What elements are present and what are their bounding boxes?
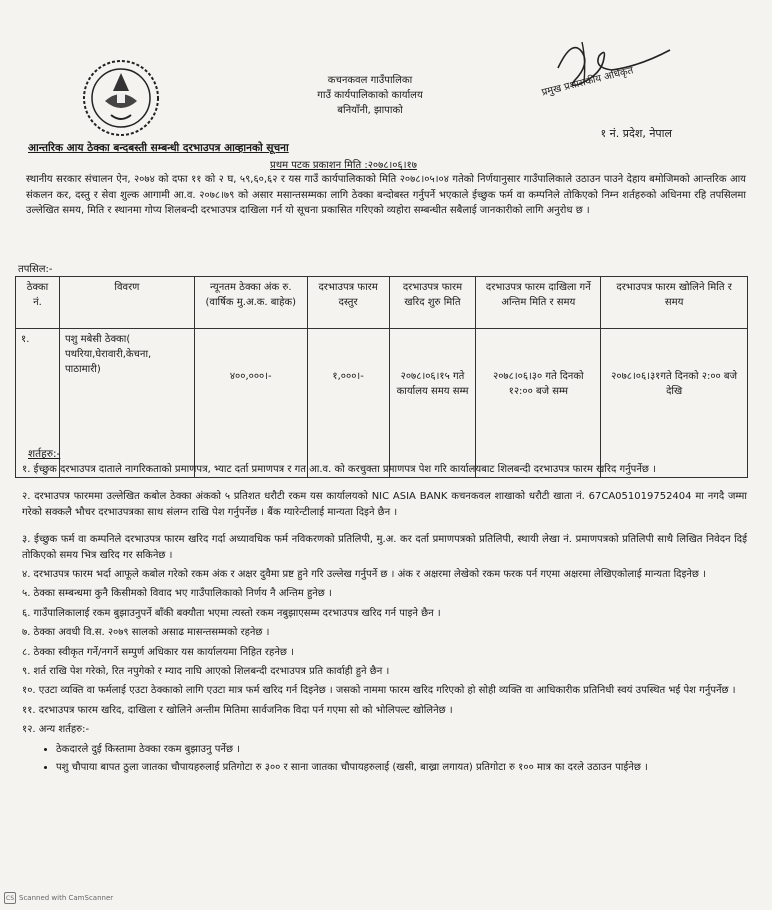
province-label: १ नं. प्रदेश, नेपाल	[600, 127, 672, 140]
table-row	[16, 329, 748, 478]
condition-item: ३. ईच्छुक फर्म वा कम्पनिले दरभाउपत्र फारम खरिद गर्दा अध्यावधिक फर्म नविकरणको प्रतिलिपी, मु.अ. कर दर्ता प्रमाणपत्रको प्रतिलिपी, स्थायी लेखा नं. प्रमाणपत्रको प्रतिलिपी साथै लिखित निवेदन दिई तोकिएको समय भित्र खरिद गर सकिनेछ ।	[22, 534, 747, 561]
col-header-opening: दरभाउपत्र फारम खोलिने मिति र समय	[601, 277, 748, 329]
cell-purchase-start: २०७८।०६।१५ गते कार्यालय समय सम्म	[389, 329, 476, 478]
cell-fee: १,०००।-	[307, 329, 389, 478]
conditions-heading: शर्तहरु:-	[28, 448, 61, 460]
signature-title: प्रमुख प्रशासकीय अधिकृत	[540, 65, 635, 99]
nepal-emblem-icon	[80, 57, 162, 139]
list-item: • ठेकदारले दुई किस्तामा ठेक्का रकम बुझाउनु पर्नेछ ।	[56, 742, 747, 757]
condition-item: ५. ठेक्का सम्बन्धमा कुनै किसीमको विवाद भए गाउँपालिकाको निर्णय नै अन्तिम हुनेछ ।	[22, 588, 332, 600]
other-conditions-list	[22, 742, 747, 776]
publication-date: प्रथम पटक प्रकाशन मिति :२०७८।०६।१७	[270, 160, 417, 171]
office-header	[270, 73, 470, 118]
col-header-purchase-start: दरभाउपत्र फारम खरिद शुरु मिति	[389, 277, 476, 329]
cell-min-amount: ४००,०००।-	[194, 329, 307, 478]
condition-item: ४. दरभाउपत्र फारम भर्दा आफूले कबोल गरेको रकम अंक र अक्षर दुवैमा प्रष्ट हुने गरि उल्लेख गर्नुपर्ने छ । अंक र अक्षरमा लेखेको रकम फरक पर्न गएमा अक्षरमा लेखिएकोलाई मान्यता दिइनेछ ।	[22, 569, 706, 581]
condition-item: ९. शर्त राखि पेश गरेको, रित नपुगेको र म्याद नाघि आएको शिलबन्दी दरभाउपत्र प्रति कार्वाही हुने छैन ।	[22, 666, 390, 678]
condition-item: ११. दरभाउपत्र फारम खरिद, दाखिला र खोलिने अन्तीम मितिमा सार्वजनिक विदा पर्न गएमा सो को भोलिपल्ट खोलिनेछ ।	[22, 704, 453, 716]
office-address: बनियाँनी, झापाको	[337, 105, 403, 116]
cell-submission-deadline: २०७८।०६।३० गते दिनको १२:०० बजे सम्म	[476, 329, 601, 478]
office-name: कचनकवल गाउँपालिका	[327, 75, 413, 86]
cell-no: १.	[16, 329, 60, 478]
tender-table	[15, 276, 748, 478]
notice-intro: स्थानीय सरकार संचालन ऐन, २०७४ को दफा ११ को २ घ, ५९,६०,६२ र यस गाउँ कार्यपालिकाको मिति २०७८।०५।०४ गतेको निर्णयानुसार गाउँपालिकाले उठाउन पाउने देहाय बमोजिमको आन्तरिक आय संकलन कर, दस्तु र सेवा शुल्क आगामी आ.व. २०७८।७९ को असार मसान्तसम्मका लागि ठेक्का बन्दोबस्त गर्नुपर्ने भएकाले ईच्छुक फर्म वा कम्पनिले तोकिएको निम्न शर्तहरुको अधिनमा रहि तपसिलमा उल्लेखित समय, मिति र स्थानमा गोप्य शिलबन्दी दरभाउपत्र दाखिला गर्न यो सूचना प्रकासित गरिएको व्यहोरा सम्बन्धीत सबैलाई जानकारीको लागि अनुरोध छ ।	[26, 174, 746, 217]
col-header-description: विवरण	[59, 277, 194, 329]
scanner-watermark	[4, 892, 113, 904]
list-item: • पशु चौपाया बापत ठुला जातका चौपायहरुलाई प्रतिगोटा रु ३०० र साना जातका चौपायहरुलाई (खसी, बाख्रा लगायत) प्रतिगोटा रु १०० मात्र का दरले उठाउन पाईनेछ ।	[56, 760, 747, 775]
condition-item: १०. एउटा व्यक्ति वा फर्मलाई एउटा ठेक्काको लागि एउटा मात्र फर्म खरिद गर्न दिइनेछ । जसको नाममा फारम खरिद गरिएको हो सोही व्यक्ति वा आधिकारीक प्रतिनिधी स्वयं उपस्थित भई पेश गर्नुपर्नेछ ।	[22, 685, 736, 697]
col-header-fee: दरभाउपत्र फारम दस्तुर	[307, 277, 389, 329]
cell-description: पशु मबेसी ठेक्का( पथरिया,घेरावारी,केचना, पाठामारी)	[59, 329, 194, 478]
table-header-row	[16, 277, 748, 329]
condition-item: २. दरभाउपत्र फारममा उल्लेखित कबोल ठेक्का अंकको ५ प्रतिशत धरौटी रकम यस कार्यालयको NIC ASIA BANK कचनकवल शाखाको धरौटी खाता नं. 67CA051019752404 मा नगदै जम्मा गरेको सक्कलै भौचर दरभाउपत्रका साथ संलग्न राखि पेश गर्नुपर्नेछ । बैंक ग्यारेन्टीलाई मान्यता दिइने छैन ।	[22, 491, 747, 518]
camscanner-icon: CS	[4, 892, 16, 904]
condition-item: ७. ठेक्का अवधी वि.स. २०७९ सालको असाढ मासन्तसम्मको रहनेछ ।	[22, 627, 270, 639]
condition-item: १. ईच्छुक दरभाउपत्र दाताले नागरिकताको प्रमाणपत्र, भ्याट दर्ता प्रमाणपत्र र गत आ.व. को करचुक्ता प्रमाणपत्र पेश गरि कार्यालयबाट शिलबन्दी दरभाउपत्र फारम खरिद गर्नुपर्नेछ ।	[22, 464, 656, 475]
col-header-submission-deadline: दरभाउपत्र फारम दाखिला गर्ने अन्तिम मिति र समय	[476, 277, 601, 329]
scanner-text: Scanned with CamScanner	[19, 894, 114, 902]
cell-opening: २०७८।०६।३१गते दिनको २:०० बजे देखि	[601, 329, 748, 478]
office-sub: गाउँ कार्यपालिकाको कार्यालय	[317, 90, 423, 101]
notice-title: आन्तरिक आय ठेक्का बन्दबस्ती सम्बन्धी दरभाउपत्र आव्हानको सूचना	[28, 142, 289, 154]
condition-item: ८. ठेक्का स्वीकृत गर्ने/नगर्ने सम्पुर्ण अधिकार यस कार्यालयमा निहित रहनेछ ।	[22, 646, 294, 658]
conditions-list	[22, 462, 747, 779]
col-header-min-amount: न्यूनतम ठेक्का अंक रु. (वार्षिक मु.अ.क. बाहेक)	[194, 277, 307, 329]
col-header-no: ठेक्का नं.	[16, 277, 60, 329]
tapsil-label: तपसिल:-	[18, 264, 53, 275]
condition-item: १२. अन्य शर्तहरु:-	[22, 724, 90, 736]
condition-item: ६. गाउँपालिकालाई रकम बुझाउनुपर्ने बाँकी बक्यौता भएमा त्यस्तो रकम नबुझाएसम्म दरभाउपत्र खरिद गर्न पाइने छैन ।	[22, 607, 441, 619]
